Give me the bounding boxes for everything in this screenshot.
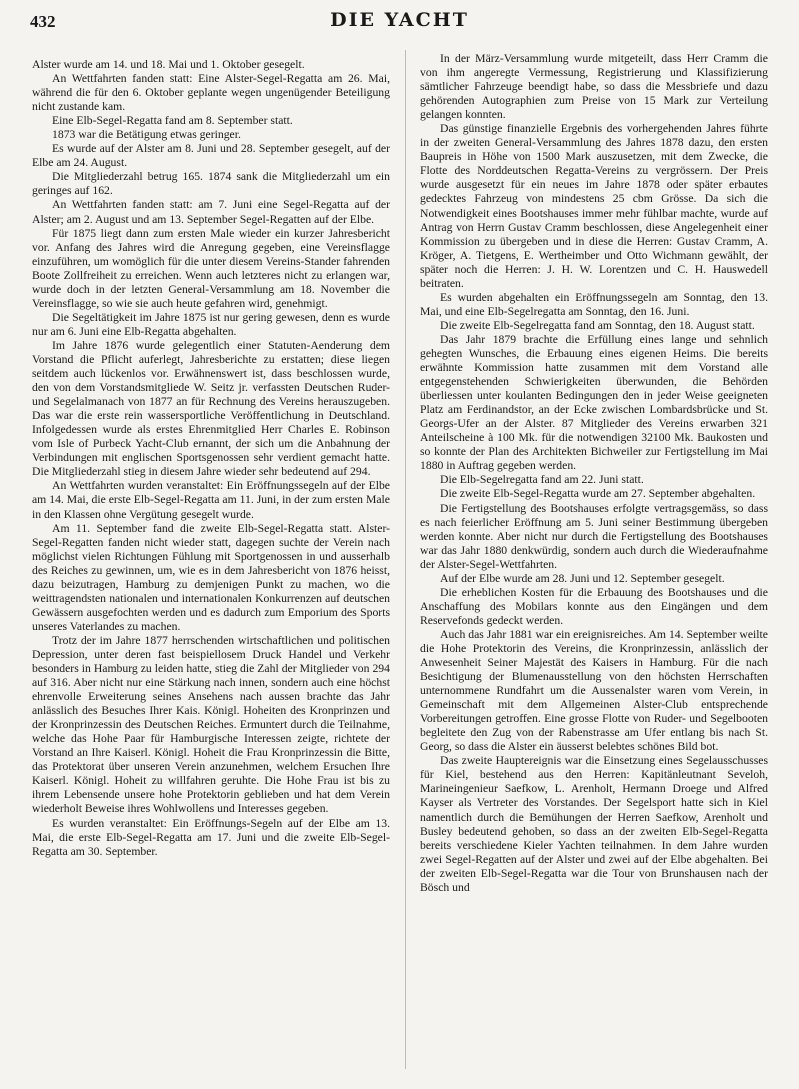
paragraph: Im Jahre 1876 wurde gelegentlich einer Statuten-Aenderung dem Vorstand die Pflicht auferlegt, Jahresberichte zu erstatten; diese liegen seitdem auch lückenlos vor. Erwähnenswert ist, dass beschlossen wurde, den von dem Vorstandsmitgliede W. Seitz jr. verfassten Deutschen Ruder- und Segelalmanach von 1877 an für Rechnung des Vereins herauszugeben. Das war die erste rein wassersportliche Veröffentlichung in Deutschland. Infolgedessen wurde als erstes Ehrenmitglied Herr Charles E. Robinson vom Isle of Purbeck Yacht-Club ernannt, der sich um die Anbahnung der Verbindungen mit englischen Sportsgenossen sehr verdient gemacht hatte. Die Mitgliederzahl stieg in diesem Jahre wieder sehr bedeutend auf 294. xyxy=(32,338,390,479)
paragraph: Für 1875 liegt dann zum ersten Male wieder ein kurzer Jahresbericht vor. Anfang des Jahres wird die Anregung gegeben, eine Vereinsflagge einzuführen, um womöglich für die unter diesem Vereins-Stander fahrenden Boote Zollfreiheit zu erreichen. Wenn auch letzteres nicht zu erlangen war, wurde doch in der letzten General-Versammlung am 18. November die Vereinsflagge, so wie sie auch heute gefahren wird, genehmigt. xyxy=(32,226,390,310)
page-header xyxy=(0,0,799,40)
paragraph: Alster wurde am 14. und 18. Mai und 1. Oktober gesegelt. xyxy=(32,58,305,71)
paragraph: Das Jahr 1879 brachte die Erfüllung eines lange und sehnlich gehegten Wunsches, die Erbauung eines eigenen Heims. Die bereits erwähnte Kommission hatte zusammen mit dem Vorstand alle entgegenstehenden Schwierigkeiten überwunden, die Behörden überliessen unter koulanten Bedingungen den in jeder Weise geeigneten Platz am Ferdinandstor, an der Ecke zwischen Lombardsbrücke und St. Georgs-Ufer an der Alster. 87 Mitglieder des Vereins erwarben 321 Anteilscheine à 100 Mk. für die notwendigen 32100 Mk. Baukosten und so konnte der Plan des Architekten Bichweiler zur Fertigstellung im Mai 1880 in Auftrag gegeben werden. xyxy=(420,332,768,473)
paragraph: Es wurden veranstaltet: Ein Eröffnungs-Segeln auf der Elbe am 13. Mai, die erste Elb-Segel-Regatta am 17. Juni und die zweite Elb-Segel-Regatta am 30. September. xyxy=(32,816,390,858)
paragraph: Die Fertigstellung des Bootshauses erfolgte vertragsgemäss, so dass es nach feierlicher Eröffnung am 5. Juni seiner Bestimmung übergeben werden konnte. Aber nicht nur durch die Fertigstellung des Bootshauses war das Jahr 1880 denkwürdig, sondern auch durch die Wiederaufnahme der Alster-Segel-Wettfahrten. xyxy=(420,501,768,571)
paragraph: Eine Elb-Segel-Regatta fand am 8. September statt. xyxy=(52,114,293,128)
paragraph: Das günstige finanzielle Ergebnis des vorhergehenden Jahres führte in der zweiten General-Versammlung des Jahres 1878 dazu, den ersten Baupreis in Höhe von 1500 Mark auszusetzen, mit dem Zwecke, die Flotte des Norddeutschen Regatta-Vereins zu vergrössern. Der Preis wurde ausgesetzt für ein neues im Jahre 1878 oder später erbautes gedecktes Fahrzeug von mindestens 25 cbm Grösse. Da sich die Notwendigkeit eines Bootshauses immer mehr fühlbar machte, wurde auf Antrag von Herrn Gustav Cramm beschlossen, diese Angelegenheit einer Kommission zu übergeben und in diese die Herren: Gustav Cramm, A. Kröger, A. Tietgens, E. Wertheimber und Otto Wichmann gewählt, der später noch die Herren: J. H. W. Lorentzen und C. H. Hauswedell beitraten. xyxy=(420,122,768,290)
text-column-right xyxy=(420,52,768,1073)
paragraph: Trotz der im Jahre 1877 herrschenden wirtschaftlichen und politischen Depression, unter deren fast beispiellosem Druck Handel und Verkehr besonders in Hamburg zu leiden hatte, stieg die Zahl der Mitglieder von 294 auf 316. Aber nicht nur eine Stärkung nach innen, sondern auch eine höchst ehrenvolle Erweiterung seines Ansehens nach aussen brachte das Jahr anlässlich des Besuches Ihrer Kais. Königl. Hoheiten des Kronprinzen und der Kronprinzessin des Deutschen Reiches. Ermuntert durch die Teilnahme, welche das Hohe Paar für Hamburgische Interessen zeigte, richtete der Vorstand an Ihre Kaiserl. Königl. Hoheit die Frau Kronprinzessin die Bitte, das Protektorat über unseren Verein anzunehmen, welchem Ersuchen Ihre Kaiserl. Königl. Hoheit zu willfahren geruhte. Die Hohe Frau ist bis zu ihrem Lebensende unsere hohe Protektorin geblieben und hat dem Verein wiederholt Beweise ihres Wohlwollens und Interesses gegeben. xyxy=(32,633,390,816)
column-divider xyxy=(405,50,406,1069)
paragraph: Die Mitgliederzahl betrug 165. 1874 sank die Mitgliederzahl um ein geringes auf 162. xyxy=(32,170,390,198)
paragraph: Die zweite Elb-Segelregatta fand am Sonntag, den 18. August statt. xyxy=(440,318,755,332)
paragraph: An Wettfahrten fanden statt: Eine Alster-Segel-Regatta am 26. Mai, während die für den 6. Oktober geplante wegen ungenügender Beteiligung nicht zustande kam. xyxy=(32,72,390,114)
page-number: 432 xyxy=(30,12,56,31)
paragraph: An Wettfahrten wurden veranstaltet: Ein Eröffnungssegeln auf der Elbe am 14. Mai, die erste Elb-Segel-Regatta am 11. Juni, in der zum ersten Male in den Klassen ohne Vergütung gesegelt wurde. xyxy=(32,479,390,521)
paragraph: Die zweite Elb-Segel-Regatta wurde am 27. September abgehalten. xyxy=(440,487,756,501)
paragraph: Auch das Jahr 1881 war ein ereignisreiches. Am 14. September weilte die Hohe Protektorin des Vereins, die Kronprinzessin, anlässlich der Anwesenheit Seiner Majestät des Kaisers in Hamburg. Für die nach Besichtigung der Blumenausstellung von den höchsten Herrschaften unternommene Rundfahrt um die Aussenalster waren vom Verein, in Gemeinschaft mit dem Allgemeinen Alster-Club entsprechende Vorbereitungen getroffen. Eine grosse Flotte von Ruder- und Segelbooten begleitete den Zug von der Rabenstrasse am Ufer entlang bis nach St. Georg, so dass die Alster ein äusserst belebtes schönes Bild bot. xyxy=(420,627,768,754)
paragraph: Die Elb-Segelregatta fand am 22. Juni statt. xyxy=(440,473,644,487)
paragraph: 1873 war die Betätigung etwas geringer. xyxy=(52,128,241,142)
paragraph: Die Segeltätigkeit im Jahre 1875 ist nur gering gewesen, denn es wurde nur am 6. Juni eine Elb-Regatta abgehalten. xyxy=(32,310,390,338)
paragraph: Am 11. September fand die zweite Elb-Segel-Regatta statt. Alster-Segel-Regatten fanden nicht wieder statt, dagegen suchte der Verein nach möglichst vielen Richtungen Fühlung mit Sportgenossen in und ausserhalb des Reiches zu gewinnen, um, wie es in dem Jahresbericht von 1876 heisst, dazu beizutragen, Hamburg zu demjenigen Punkt zu machen, wo die weittragendsten nationalen und internationalen Konkurrenzen auf deutschen Gewässern ausgefochten werden und es dadurch zum Emporium des Sports unseres Vaterlandes zu machen. xyxy=(32,521,390,633)
paragraph: Es wurde auf der Alster am 8. Juni und 28. September gesegelt, auf der Elbe am 24. August. xyxy=(32,142,390,170)
paragraph: Die erheblichen Kosten für die Erbauung des Bootshauses und die Anschaffung des Mobilars konnte aus den Eingängen und dem Reservefonds gedeckt werden. xyxy=(420,585,768,627)
paragraph: Das zweite Hauptereignis war die Einsetzung eines Segelausschusses für Kiel, bestehend aus den Herren: Kapitänleutnant Seveloh, Marineingenieur Saefkow, L. Arenholt, Hermann Droege und Alfred Kayser als Vertreter des Vorstandes. Der Segelsport hatte sich in Kiel namentlich durch die Bemühungen der Herren Saefkow, Arenholt und Busley bedeutend gehoben, so dass an der zweiten Elb-Segel-Regatta bereits verschiedene Kieler Yachten teilnahmen. In dem Jahre wurden zwei Segel-Regatten auf der Alster und zwei auf der Elbe abgehalten. Bei der zweiten Elb-Segel-Regatta war die Tour von Brunshausen nach der Bösch und xyxy=(420,754,768,894)
paragraph: Es wurden abgehalten ein Eröffnungssegeln am Sonntag, den 13. Mai, und eine Elb-Segelregatta am Sonntag, den 16. Juni. xyxy=(420,290,768,318)
journal-title: DIE YACHT xyxy=(330,9,469,31)
paragraph: Auf der Elbe wurde am 28. Juni und 12. September gesegelt. xyxy=(440,571,725,585)
paragraph: In der März-Versammlung wurde mitgeteilt, dass Herr Cramm die von ihm angeregte Vermessung, Registrierung und Klassifizierung sämtlicher Fahrzeuge beendigt habe, so dass die Messbriefe und dazu gehörenden Autographien zum Preise von 15 Mark zur Verteilung gelangen konnten. xyxy=(420,52,768,122)
paragraph: An Wettfahrten fanden statt: am 7. Juni eine Segel-Regatta auf der Alster; am 2. August und am 13. September Segel-Regatten auf der Elbe. xyxy=(32,198,390,226)
text-column-left xyxy=(32,58,390,1073)
